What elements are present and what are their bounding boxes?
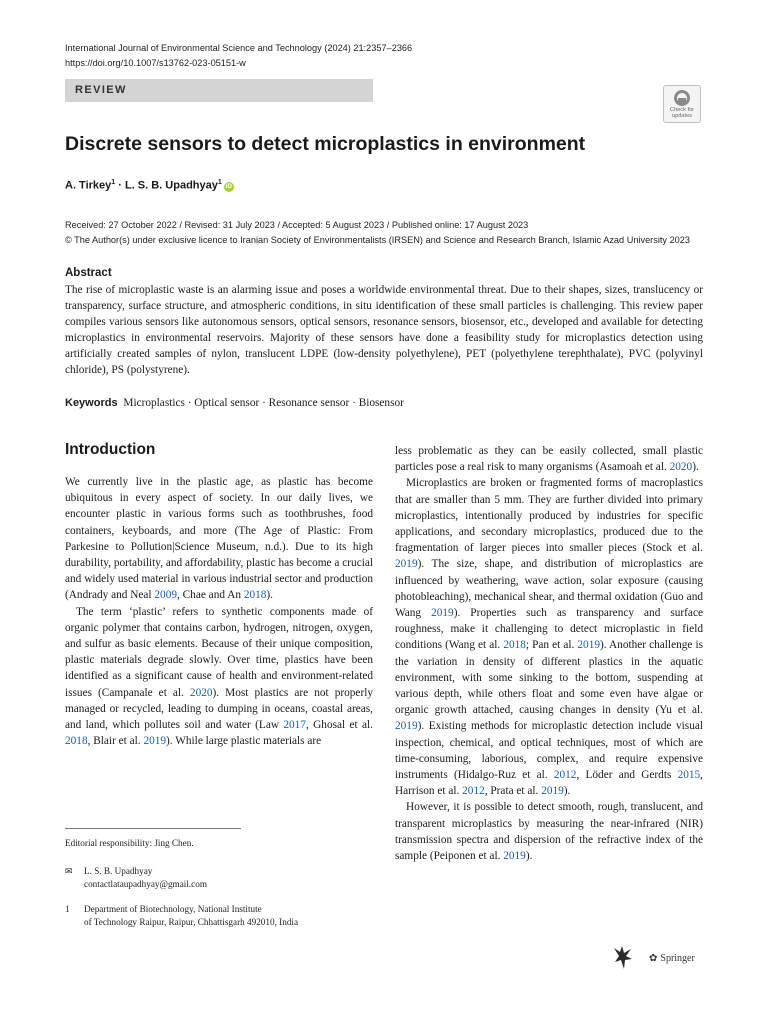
citation-link[interactable]: 2018 (65, 735, 88, 748)
text-run: ). (266, 589, 274, 602)
affiliation-note (65, 903, 298, 929)
text-run: ). The size, shape, and distribution of microplastics are influenced by weathering, wave action, solar exposure (causing photobleaching), mechanical shear, and thermal oxidation (Guo and Wang (395, 558, 703, 620)
journal-citation: International Journal of Environmental Science and Technology (2024) 21:2357–2366 (65, 43, 413, 53)
text-run: Microplastics are broken or fragmented forms of macroplastics that are smaller than 5 mm. They are further divided into primary microplastics, intentionally produced by industries for specific applications, and secondary microplastics, produced due to the fragmentation of larger pieces into smaller pieces (Stock et al. (395, 477, 703, 555)
check-updates-line2: updates (672, 113, 692, 119)
affiliation-sup: 1 (111, 179, 116, 186)
citation-link[interactable]: 2017 (283, 719, 306, 732)
author-name[interactable]: L. S. B. Upadhyay (124, 179, 218, 192)
text-run: less problematic as they can be easily collected, small plastic particles pose a real risk to many organisms (Asamoah et al. (395, 445, 703, 474)
date-history: Received: 27 October 2022 / Revised: 31 July 2023 / Accepted: 5 August 2023 / Published online: 17 August 2023 (65, 220, 529, 230)
contact-email[interactable]: contactlataupadhyay@gmail.com (84, 879, 208, 889)
left-column (65, 474, 373, 749)
citation-link[interactable]: 2019 (143, 735, 167, 748)
text-run: , Blair et al. (87, 735, 144, 748)
citation-link[interactable]: 2020 (189, 686, 213, 699)
doi-link[interactable]: https://doi.org/10.1007/s13762-023-05151-w (65, 58, 246, 68)
citation-link[interactable]: 2019 (503, 850, 526, 863)
author-list (65, 179, 234, 192)
check-updates-line1: Check for (670, 107, 694, 113)
footnote-divider (65, 828, 241, 829)
text-run: ; Pan et al. (525, 639, 578, 652)
citation-link[interactable]: 2019 (577, 639, 600, 652)
text-run: , Chae and An (177, 589, 244, 602)
affiliation-line: of Technology Raipur, Raipur, Chhattisgarh 492010, India (84, 917, 299, 927)
affiliation-line: Department of Biotechnology, National Institute (84, 904, 262, 914)
text-run: We currently live in the plastic age, as plastic has become ubiquitous in every aspect of society. In our daily lives, we encounter plastic in various forms such as toothbrushes, food containers, keyboards, and more (The Age of Plastic: From Parkesine to Pollution|Science Museum, n.d.). Due to its high durability, portability, and affordability, plastic has become a crucial and widely used material in various industrial sector and production (Andrady and Neal (65, 476, 373, 602)
publication-history (65, 218, 690, 247)
abstract-text: The rise of microplastic waste is an alarming issue and poses a worldwide environmental threat. Due to their shapes, sizes, translucency or transparency, surface structure, and atmospheric conditions, in situ identification of these small particles is challenging. This review paper compiles various sensors like autonomous sensors, optical sensors, resonance sensors, biosensor, etc., developed and available for detecting microplastics in environmental reservoirs. Majority of these sensors have done a feasibility study for microplastics detection using artificially created samples of nylon, translucent LDPE (low-density polyethylene), PET (polyethylene terephthalate), PVC (polyvinyl chloride), PS (polystyrene). (65, 284, 703, 377)
keywords-label: Keywords (65, 397, 118, 409)
article-type-label: REVIEW (65, 79, 373, 102)
paragraph (395, 475, 703, 799)
editorial-note: Editorial responsibility: Jing Chen. (65, 838, 194, 848)
orcid-icon[interactable]: iD (225, 182, 233, 190)
text-run: ). (525, 850, 533, 863)
running-header (65, 41, 412, 71)
author-name[interactable]: A. Tirkey (65, 179, 112, 192)
publisher-name: ✿ Springer (649, 953, 695, 964)
paragraph (395, 799, 703, 864)
affiliation-sup: 1 (217, 179, 222, 186)
citation-link[interactable]: 2015 (677, 769, 701, 782)
section-heading: Introduction (65, 441, 156, 458)
check-updates-icon (673, 89, 691, 107)
text-run: ). Most plastics are not properly managed or recycled, leading to dumping in oceans, coastal areas, and land, which pollutes soil and water (Law (65, 686, 373, 732)
text-run: ). Existing methods for microplastic detection include visual inspection, chemical, and optical techniques, most of which are time-consuming, laborious, complex, and require expensive instruments (Hidalgo-Ruz et al. (395, 720, 703, 782)
text-run: ). (692, 461, 699, 474)
citation-link[interactable]: 2018 (243, 589, 267, 602)
citation-link[interactable]: 2020 (669, 461, 693, 474)
keywords-list: Microplastics · Optical sensor · Resonance sensor · Biosensor (123, 397, 404, 409)
text-run: , Harrison et al. (395, 769, 703, 798)
paragraph (65, 604, 373, 750)
copyright-line: © The Author(s) under exclusive licence to Iranian Society of Environmentalists (IRSEN) and Science and Research Branch, Islamic Azad University 2023 (65, 234, 691, 245)
keywords-line (65, 397, 404, 409)
envelope-icon: ✉ (65, 866, 73, 876)
citation-link[interactable]: 2012 (462, 785, 485, 798)
citation-link[interactable]: 2018 (503, 639, 526, 652)
affiliation-number: 1 (65, 904, 70, 914)
author-separator: · (115, 179, 125, 192)
paragraph (395, 443, 703, 475)
abstract-heading: Abstract (65, 267, 112, 279)
text-run: ). (563, 785, 571, 798)
citation-link[interactable]: 2019 (395, 558, 418, 571)
citation-link[interactable]: 2019 (395, 720, 418, 733)
text-run: , Löder and Gerdts (576, 769, 678, 782)
citation-link[interactable]: 2009 (154, 589, 177, 602)
citation-link[interactable]: 2019 (541, 785, 564, 798)
text-run: , Prata et al. (484, 785, 542, 798)
citation-link[interactable]: 2012 (553, 769, 577, 782)
text-run: , Ghosal et al. (305, 719, 373, 732)
springer-rose-icon: ✿ (649, 953, 658, 964)
text-run: ). Properties such as transparency and surface roughness, make it challenging to detect microplastic in field conditions (Wang et al. (395, 607, 703, 652)
text-run: The term ‘plastic’ refers to synthetic components made of organic polymer that contains carbon, hydrogen, nitrogen, oxygen, and sulfur as basic elements. Because of their unique composition, plastic materials degrade slowly. Over time, plastics have been identified as a significant cause of health and environment-related issues (Campanale et al. (65, 605, 373, 699)
text-run: ). Another challenge is the variation in density of different plastics in the aquatic environment, with some sinking to the bottom, suspending at various depth, while others float and some even have algae or organic growth attached, causing changes in density (Yu et al. (395, 639, 704, 717)
citation-link[interactable]: 2019 (431, 607, 454, 620)
contact-name: L. S. B. Upadhyay (84, 866, 153, 876)
article-title: Discrete sensors to detect microplastics in environment (65, 133, 586, 155)
springer-horse-icon (612, 945, 634, 971)
right-column (395, 443, 703, 864)
check-for-updates-badge[interactable] (663, 85, 701, 123)
text-run: ). While large plastic materials are (166, 735, 322, 748)
corresponding-author (65, 865, 207, 891)
text-run: However, it is possible to detect smooth, rough, translucent, and transparent microplastics by measuring the near-infrared (NIR) transmission spectra and dispersion of the refractive index of the sample (Peiponen et al. (395, 801, 703, 863)
paragraph (65, 474, 373, 604)
